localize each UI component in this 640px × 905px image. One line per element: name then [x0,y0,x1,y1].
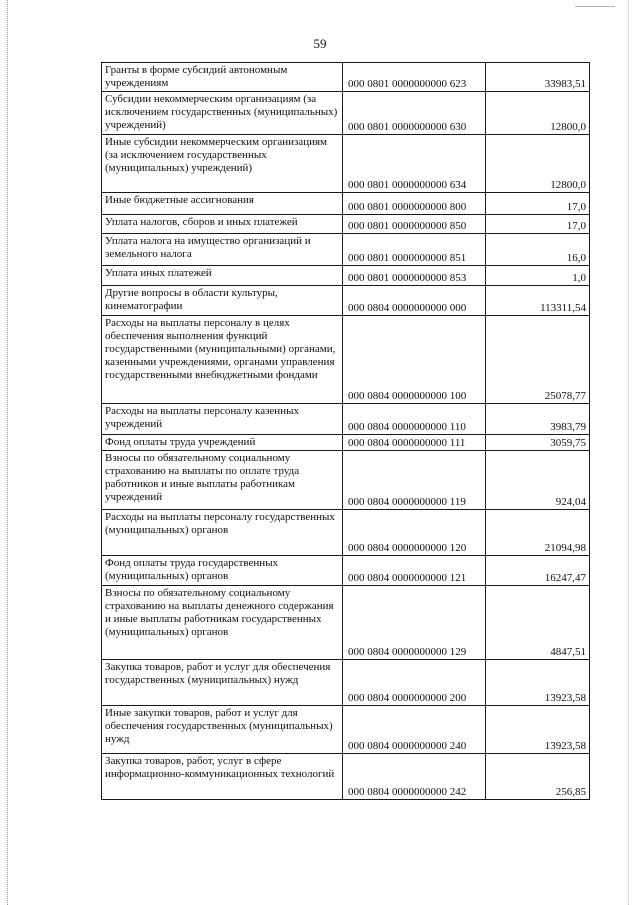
row-amount: 13923,58 [486,706,590,754]
row-code: 000 0804 0000000000 111 [343,435,486,451]
scan-margin-mark-right [628,0,630,905]
row-name: Субсидии некоммерческим организациям (за исключением государственных (муниципальных) учреждений) [102,92,343,135]
budget-table [101,62,590,800]
row-amount: 16,0 [486,234,590,266]
row-name: Фонд оплаты труда государственных (муниципальных) органов [102,556,343,586]
row-amount: 33983,51 [486,63,590,92]
row-name: Расходы на выплаты персоналу государственных (муниципальных) органов [102,510,343,556]
row-amount: 4847,51 [486,586,590,660]
row-name: Уплата иных платежей [102,266,343,286]
row-code: 000 0804 0000000000 242 [343,754,486,800]
row-name: Иные закупки товаров, работ и услуг для обеспечения государственных (муниципальных) нужд [102,706,343,754]
row-amount: 16247,47 [486,556,590,586]
row-amount: 25078,77 [486,316,590,404]
row-code: 000 0804 0000000000 119 [343,451,486,510]
table-row [102,706,590,754]
table-row [102,451,590,510]
scan-margin-mark-left [7,0,9,905]
row-code: 000 0804 0000000000 000 [343,286,486,316]
table-row [102,435,590,451]
table-row [102,286,590,316]
row-name: Взносы по обязательному социальному страхованию на выплаты денежного содержания и иные выплаты работникам государственных (муниципальных) органов [102,586,343,660]
row-code: 000 0801 0000000000 853 [343,266,486,286]
row-code: 000 0804 0000000000 100 [343,316,486,404]
row-name: Уплата налогов, сборов и иных платежей [102,215,343,234]
row-name: Иные субсидии некоммерческим организациям (за исключением государственных (муниципальных) учреждений) [102,135,343,193]
table-row [102,63,590,92]
row-code: 000 0804 0000000000 129 [343,586,486,660]
row-amount: 1,0 [486,266,590,286]
row-name: Расходы на выплаты персоналу в целях обеспечения выполнения функций государственными (муниципальными) органами, казенными учреждениями, органами управления государственными внебюджетными фондами [102,316,343,404]
row-code: 000 0801 0000000000 623 [343,63,486,92]
row-code: 000 0804 0000000000 121 [343,556,486,586]
row-amount: 13923,58 [486,660,590,706]
row-name: Расходы на выплаты персоналу казенных учреждений [102,404,343,435]
table-row [102,404,590,435]
table-row [102,510,590,556]
table-row [102,92,590,135]
row-name: Закупка товаров, работ, услуг в сфере информационно-коммуникационных технологий [102,754,343,800]
row-amount: 256,85 [486,754,590,800]
row-code: 000 0804 0000000000 240 [343,706,486,754]
table-row [102,193,590,215]
row-name: Гранты в форме субсидий автономным учреждениям [102,63,343,92]
row-name: Закупка товаров, работ и услуг для обеспечения государственных (муниципальных) нужд [102,660,343,706]
row-name: Уплата налога на имущество организаций и земельного налога [102,234,343,266]
table-row [102,135,590,193]
scan-top-dash [575,6,615,7]
row-name: Фонд оплаты труда учреждений [102,435,343,451]
table-row [102,556,590,586]
page-number: 59 [313,36,327,51]
row-amount: 17,0 [486,193,590,215]
row-amount: 924,04 [486,451,590,510]
table-row [102,660,590,706]
table-row [102,215,590,234]
table-row [102,586,590,660]
row-name: Иные бюджетные ассигнования [102,193,343,215]
row-amount: 113311,54 [486,286,590,316]
row-code: 000 0801 0000000000 634 [343,135,486,193]
table-row [102,234,590,266]
row-amount: 3983,79 [486,404,590,435]
row-code: 000 0801 0000000000 851 [343,234,486,266]
row-amount: 21094,98 [486,510,590,556]
row-name: Другие вопросы в области культуры, кинематографии [102,286,343,316]
table-row [102,266,590,286]
row-code: 000 0804 0000000000 200 [343,660,486,706]
row-code: 000 0804 0000000000 110 [343,404,486,435]
row-code: 000 0801 0000000000 630 [343,92,486,135]
row-code: 000 0804 0000000000 120 [343,510,486,556]
row-code: 000 0801 0000000000 850 [343,215,486,234]
row-amount: 3059,75 [486,435,590,451]
row-amount: 17,0 [486,215,590,234]
row-code: 000 0801 0000000000 800 [343,193,486,215]
table-row [102,316,590,404]
row-amount: 12800,0 [486,135,590,193]
table-row [102,754,590,800]
row-amount: 12800,0 [486,92,590,135]
row-name: Взносы по обязательному социальному страхованию на выплаты по оплате труда работников и иные выплаты работникам учреждений [102,451,343,510]
